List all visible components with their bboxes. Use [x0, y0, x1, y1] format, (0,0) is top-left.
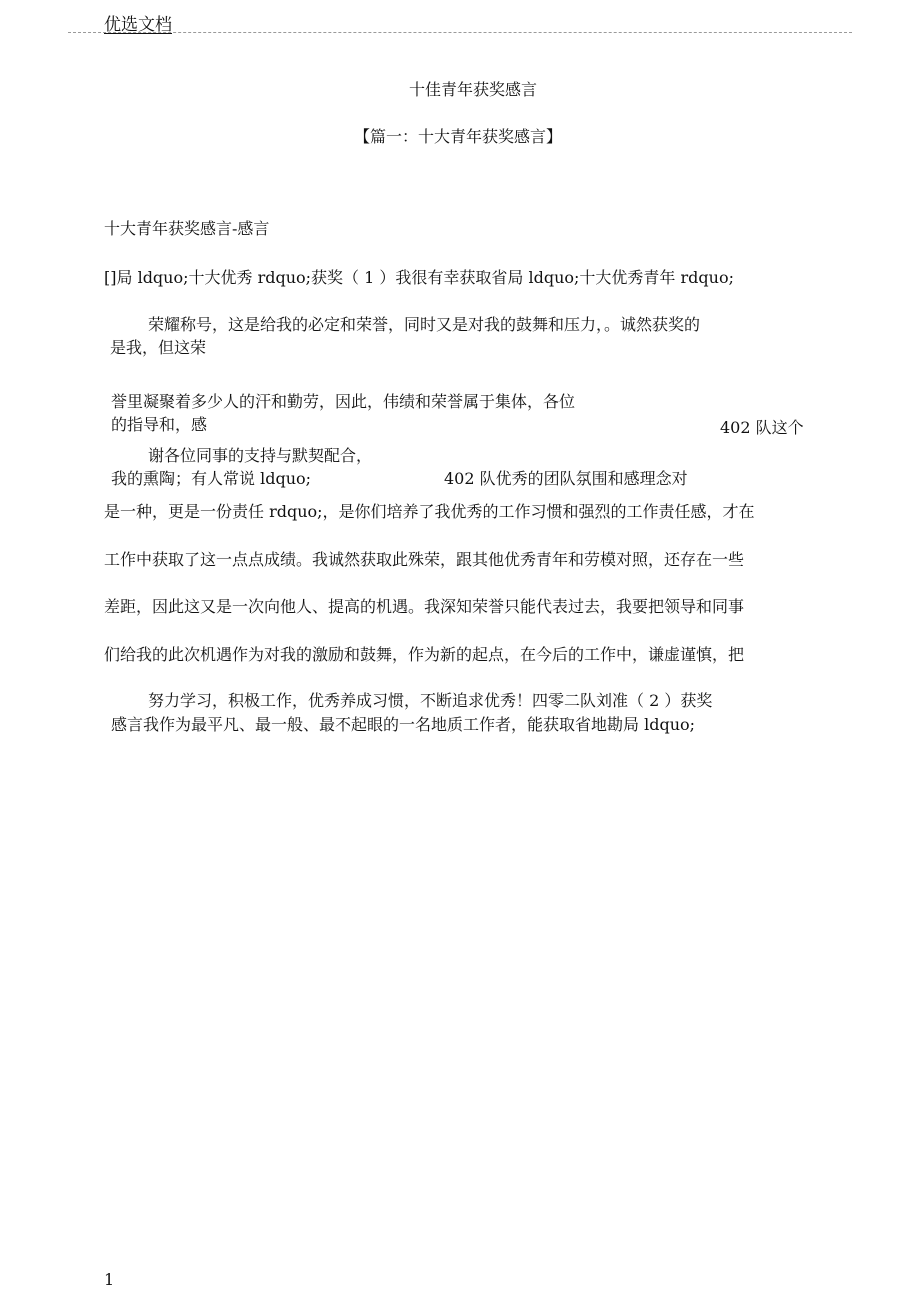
paragraph-line: []局 ldquo;十大优秀 rdquo;获奖（ 1 ）我很有幸获取省局 ldquo;十大优秀青年 rdquo; [104, 268, 734, 287]
header-divider [68, 32, 852, 33]
document-subtitle: 【篇一：十大青年获奖感言】 [354, 127, 563, 146]
paragraph-line: 402 队优秀的团队氛围和感理念对 [444, 469, 688, 488]
paragraph-line: 誉里凝聚着多少人的汗和勤劳，因此，伟绩和荣誉属于集体，各位 [111, 392, 576, 411]
page-number: 1 [104, 1270, 115, 1289]
paragraph-line: 我的熏陶；有人常说 ldquo; [111, 469, 312, 488]
header-text: 优选文档 [104, 15, 172, 35]
paragraph-line: 们给我的此次机遇作为对我的激励和鼓舞，作为新的起点，在今后的工作中，谦虚谨慎，把 [104, 645, 745, 664]
paragraph-line: 努力学习，积极工作，优秀养成习惯，不断追求优秀！四零二队刘准（ 2 ）获奖 [148, 691, 713, 710]
paragraph-line: 是我，但这荣 [110, 338, 207, 357]
paragraph-line: 荣耀称号，这是给我的必定和荣誉，同时又是对我的鼓舞和压力，。诚然获奖的 [148, 315, 701, 334]
paragraph-line: 工作中获取了这一点点成绩。我诚然获取此殊荣，跟其他优秀青年和劳模对照，还存在一些 [104, 550, 745, 569]
paragraph-line: 的指导和，感 [111, 415, 208, 434]
paragraph-line: 十大青年获奖感言-感言 [104, 219, 270, 238]
paragraph-line: 是一种，更是一份责任 rdquo;，是你们培养了我优秀的工作习惯和强烈的工作责任感，才在 [104, 502, 755, 521]
paragraph-line: 402 队这个 [720, 418, 804, 437]
paragraph-line: 差距，因此这又是一次向他人、提高的机遇。我深知荣誉只能代表过去，我要把领导和同事 [104, 597, 745, 616]
document-title: 十佳青年获奖感言 [409, 80, 538, 99]
paragraph-line: 感言我作为最平凡、最一般、最不起眼的一名地质工作者，能获取省地勘局 ldquo; [111, 715, 696, 734]
paragraph-line: 谢各位同事的支持与默契配合， [148, 446, 373, 465]
